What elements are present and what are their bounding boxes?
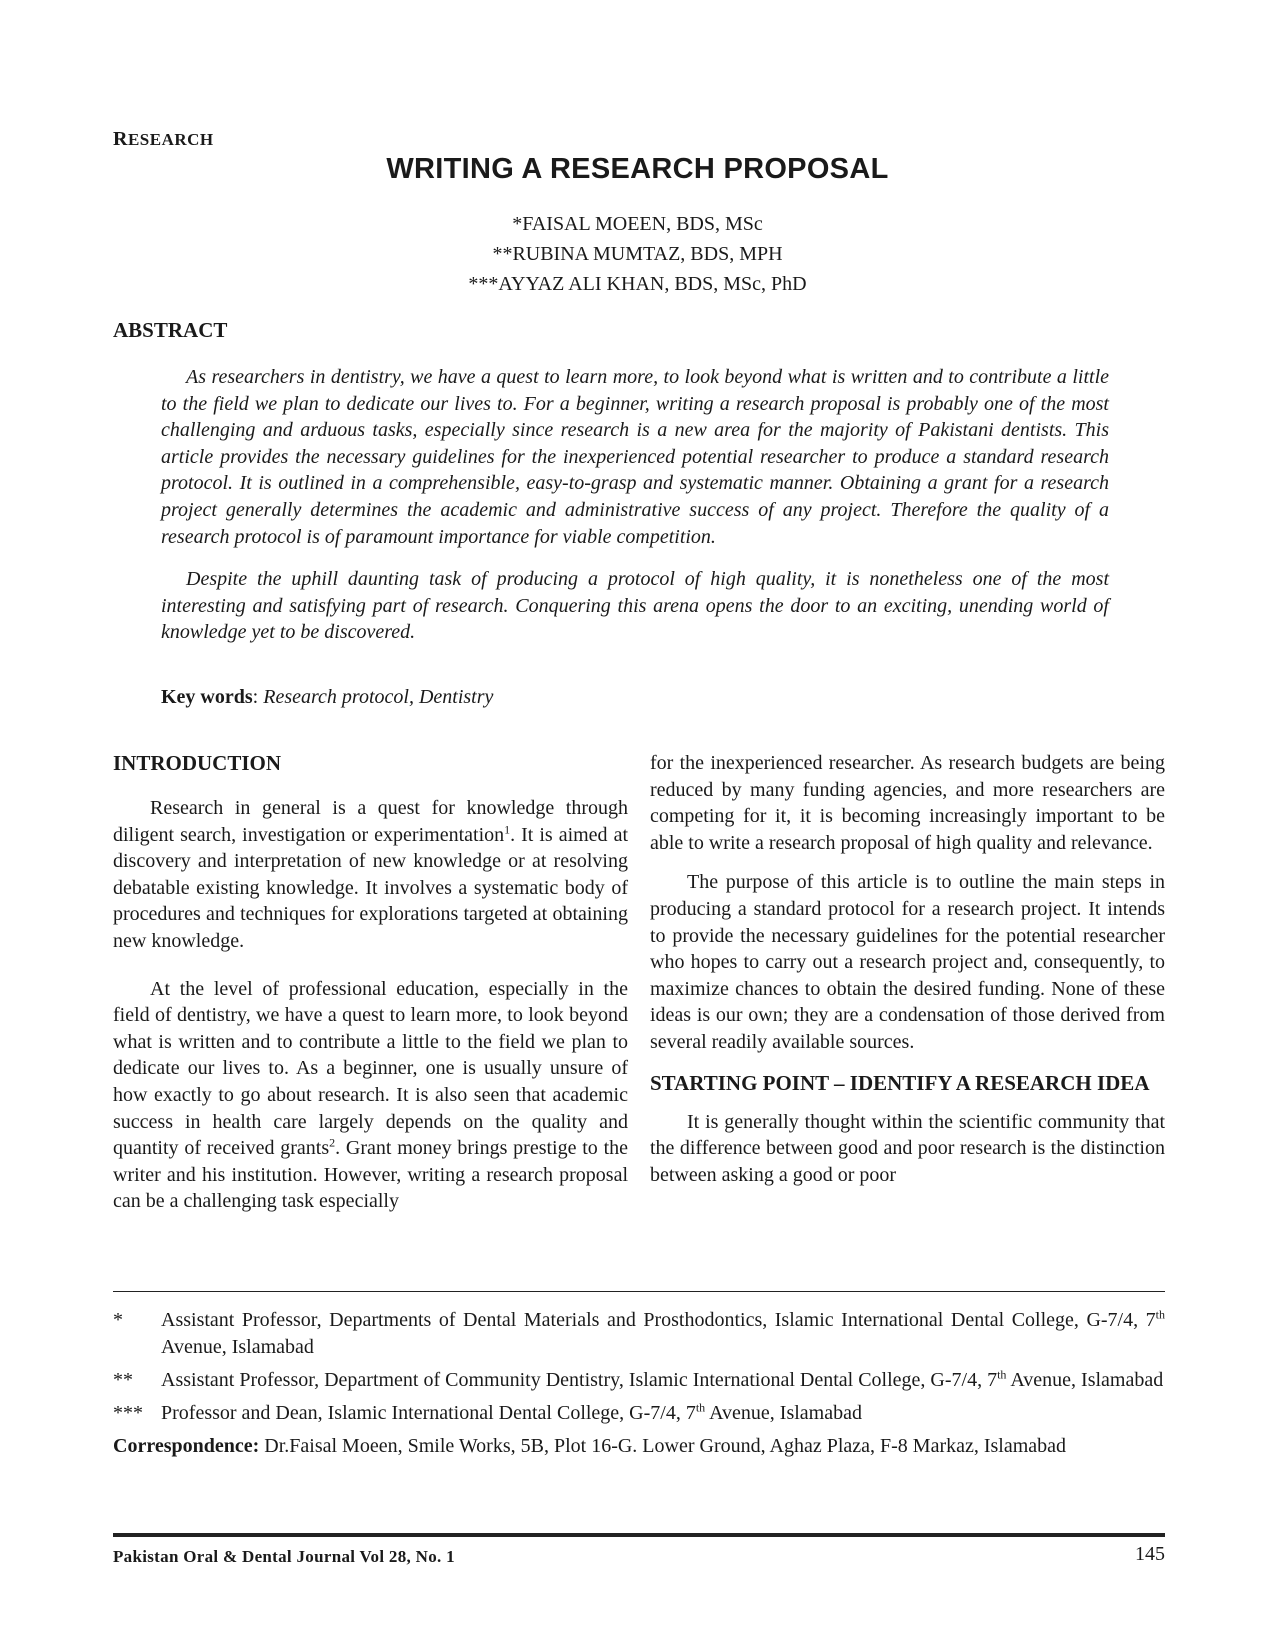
section-label-rest: ESEARCH <box>127 130 214 149</box>
footnote-mark: * <box>113 1309 123 1331</box>
footnote-2 <box>113 1367 1165 1394</box>
section-label-initial: R <box>113 128 128 150</box>
right-paragraph-3: It is generally thought within the scientific community that the difference between good and poor research is the distinction between asking a good or poor <box>650 1110 1165 1186</box>
keywords-label: Key words <box>161 686 253 708</box>
journal-name: Pakistan Oral & Dental Journal Vol 28, No. 1 <box>113 1547 455 1566</box>
footnote-text: Assistant Professor, Departments of Dental Materials and Prosthodontics, Islamic International Dental College, G-7/4, 7th Avenue, Islamabad <box>161 1307 1165 1358</box>
introduction-heading: INTRODUCTION <box>113 751 282 775</box>
author-3: ***AYYAZ ALI KHAN, BDS, MSc, PhD <box>468 273 807 295</box>
author-1: *FAISAL MOEEN, BDS, MSc <box>512 213 763 235</box>
citation-2: 2 <box>329 1135 336 1150</box>
abstract-body <box>161 364 1109 646</box>
author-list <box>0 209 1275 299</box>
footnote-mark: ** <box>113 1369 133 1391</box>
footnote-1 <box>113 1307 1165 1361</box>
right-paragraph-1: for the inexperienced researcher. As research budgets are being reduced by many funding agencies, and more researchers are competing for it, it is becoming increasingly important to be able to write a research proposal of high quality and relevance. <box>650 752 1165 854</box>
correspondence <box>113 1433 1165 1460</box>
right-paragraph-2: The purpose of this article is to outline the main steps in producing a standard protocol for a research project. It intends to provide the necessary guidelines for the potential researcher who hopes to carry out a research project and, consequently, to maximize chances to obtain the desired funding. None of these ideas is our own; they are a condensation of those derived from several readily available sources. <box>650 871 1165 1053</box>
footnote-divider <box>113 1291 1165 1292</box>
left-column <box>113 750 628 1215</box>
abstract-heading: ABSTRACT <box>113 318 228 342</box>
footnote-text: Professor and Dean, Islamic International Dental College, G-7/4, 7th Avenue, Islamabad <box>161 1400 862 1424</box>
footnote-text: Assistant Professor, Department of Community Dentistry, Islamic International Dental College, G-7/4, 7th Avenue, Islamabad <box>161 1367 1164 1391</box>
keywords-line <box>161 686 493 709</box>
abstract-paragraph-2: Despite the uphill daunting task of producing a protocol of high quality, it is nonetheless one of the most interesting and satisfying part of research. Conquering this arena opens the door to an exciting, unending world of knowledge yet to be discovered. <box>161 568 1109 644</box>
abstract-paragraph-1: As researchers in dentistry, we have a quest to learn more, to look beyond what is written and to contribute a little to the field we plan to dedicate our lives to. For a beginner, writing a research proposal is probably one of the most challenging and arduous tasks, especially since research is a new area for the majority of Pakistani dentists. This article provides the necessary guidelines for the inexperienced potential researcher to produce a standard research protocol. It is outlined in a comprehensible, easy-to-grasp and systematic manner. Obtaining a grant for a research project generally determines the academic and administrative success of any project. Therefore the quality of a research protocol is of paramount importance for viable competition. <box>161 366 1109 548</box>
author-2: **RUBINA MUMTAZ, BDS, MPH <box>492 243 783 265</box>
keywords-value: Research protocol, Dentistry <box>263 686 494 708</box>
starting-point-heading: STARTING POINT – IDENTIFY A RESEARCH IDEA <box>650 1070 1150 1095</box>
footnote-3 <box>113 1400 1165 1427</box>
correspondence-text: Dr.Faisal Moeen, Smile Works, 5B, Plot 16-G. Lower Ground, Aghaz Plaza, F-8 Markaz, Islamabad <box>259 1435 1067 1457</box>
keywords-separator: : <box>252 686 264 708</box>
article-title: WRITING A RESEARCH PROPOSAL <box>386 153 889 185</box>
right-column <box>650 750 1165 1188</box>
footnotes <box>113 1307 1165 1460</box>
correspondence-label: Correspondence: <box>113 1435 260 1457</box>
intro-paragraph-2: At the level of professional education, especially in the field of dentistry, we have a quest to learn more, to look beyond what is written and to contribute a little to the field we plan to dedicate our lives to. As a beginner, one is usually unsure of how exactly to go about research. It is also seen that academic success in health care largely depends on the quality and quantity of received grants$^2$. Grant money brings prestige to the writer and his institution. However, writing a research proposal can be a challenging task especially <box>113 977 629 1213</box>
intro-paragraph-1: Research in general is a quest for knowledge through diligent search, investigation or experimentation$^1$. It is aimed at discovery and interpretation of new knowledge or at resolving debatable existing knowledge. It involves a systematic body of procedures and techniques for explorations targeted at obtaining new knowledge. <box>113 797 628 952</box>
citation-1: 1 <box>504 821 511 836</box>
footer-divider <box>113 1533 1165 1537</box>
section-label <box>113 128 214 151</box>
page-number: 145 <box>1135 1543 1165 1565</box>
footnote-mark: *** <box>113 1402 143 1424</box>
